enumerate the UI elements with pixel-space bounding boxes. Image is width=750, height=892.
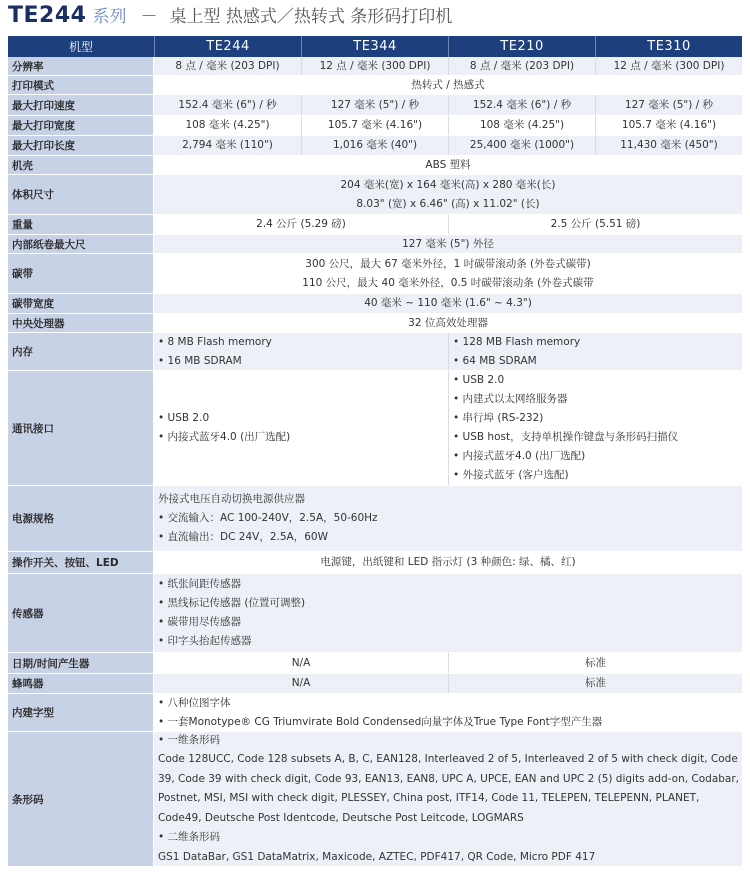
row-values: [154, 57, 742, 75]
row-values: [154, 732, 742, 866]
spec-table: [8, 36, 742, 867]
table-cell: [154, 732, 742, 866]
cell-line: N/A: [291, 656, 311, 669]
table-row: [8, 653, 742, 674]
table-cell: [448, 57, 595, 75]
cell-line: 标准: [585, 677, 606, 689]
header-model-te244: TE244: [154, 36, 301, 57]
cell-line: 105.7 毫米 (4.16"): [327, 119, 423, 131]
table-row: [8, 732, 742, 867]
cell-line: • 一维条形码: [158, 733, 221, 746]
row-label: 蜂鸣器: [8, 674, 154, 693]
cell-line: • 交流输入：AC 100-240V，2.5A，50-60Hz: [158, 512, 378, 524]
row-label: 机壳: [8, 156, 154, 174]
table-row: [8, 95, 742, 116]
row-values: [154, 215, 742, 234]
cell-line: • 纸张间距传感器: [158, 578, 242, 590]
cell-line: Code 128UCC, Code 128 subsets A, B, C, EAN128, Interleaved 2 of 5, Interleaved 2 of 5 with check digit, Code 39, Code 39 with check digit, Code 93, EAN13, EAN8, UPC A, UPCE, EAN and UPC 2 (5) digits add-on, Codabar, Postnet, MSI, MSI with check digit, PLESSEY, China post, ITF14, Code 11, TELEPEN, TELEPENN, PLANET, Code49, Deutsche Post Identcode, Deutsche Post Leitcode, LOGMARS: [158, 753, 740, 824]
table-cell: [154, 574, 742, 652]
title-description: 桌上型 热感式／热转式 条形码打印机: [169, 7, 453, 27]
row-values: [154, 371, 742, 485]
row-values: [154, 694, 742, 731]
table-cell: [154, 694, 742, 731]
table-row: [8, 574, 742, 653]
cell-line: • 黑线标记传感器 (位置可调整): [158, 597, 306, 609]
table-row: [8, 371, 742, 486]
table-cell: [154, 254, 742, 293]
cell-line: 152.4 毫米 (6") / 秒: [178, 98, 277, 111]
page-title: [8, 2, 452, 32]
header-model-te310: TE310: [595, 36, 742, 57]
row-values: [154, 294, 742, 313]
table-row: [8, 552, 742, 574]
table-cell: [301, 95, 448, 115]
header-model-te344: TE344: [301, 36, 448, 57]
cell-line: 12 点 / 毫米 (300 DPI): [613, 59, 725, 72]
row-label: 通讯接口: [8, 371, 154, 485]
cell-line: 标准: [585, 656, 606, 669]
table-cell: [301, 57, 448, 75]
cell-line: • 内接式蓝牙4.0 (出厂选配): [158, 431, 291, 443]
table-row: [8, 57, 742, 76]
cell-line: 8.03" (宽) x 6.46" (高) x 11.02" (长): [356, 197, 540, 210]
cell-line: 300 公尺，最大 67 毫米外径，1 吋碳带滚动条 (外卷式碳带): [305, 257, 591, 270]
row-label: 内建字型: [8, 694, 154, 731]
cell-line: • 二维条形码: [158, 831, 221, 844]
cell-line: • 16 MB SDRAM: [158, 354, 242, 367]
cell-line: 8 点 / 毫米 (203 DPI): [469, 59, 575, 72]
table-row: [8, 156, 742, 175]
table-row: [8, 314, 742, 333]
cell-line: 127 毫米 (5") / 秒: [330, 98, 420, 111]
table-cell: [448, 333, 742, 370]
row-values: [154, 674, 742, 693]
row-label: 碳带: [8, 254, 154, 293]
row-values: [154, 574, 742, 652]
cell-line: 110 公尺，最大 40 毫米外径，0.5 吋碳带滚动条 (外卷式碳带: [302, 276, 594, 289]
row-values: [154, 136, 742, 155]
row-values: [154, 552, 742, 573]
row-values: [154, 314, 742, 332]
cell-line: 204 毫米(宽) x 164 毫米(高) x 280 毫米(长): [340, 178, 556, 191]
table-row: [8, 254, 742, 294]
row-values: [154, 653, 742, 673]
cell-line: • 内建式以太网络服务器: [453, 393, 568, 405]
row-label: 体积尺寸: [8, 175, 154, 214]
table-cell: [154, 156, 742, 174]
row-label: 最大打印宽度: [8, 116, 154, 135]
table-cell: [154, 116, 301, 135]
row-values: [154, 333, 742, 370]
cell-line: • 直流输出：DC 24V，2.5A，60W: [158, 531, 328, 543]
table-row: [8, 694, 742, 732]
spec-table-header: [8, 36, 742, 57]
cell-line: • USB 2.0: [158, 412, 210, 424]
row-values: [154, 76, 742, 94]
table-cell: [154, 294, 742, 313]
cell-line: • 碳带用尽传感器: [158, 616, 242, 628]
cell-line: 40 毫米 ~ 110 毫米 (1.6" ~ 4.3"): [364, 297, 532, 309]
table-row: [8, 215, 742, 235]
table-row: [8, 116, 742, 136]
title-dash: －: [140, 7, 158, 27]
cell-line: • USB 2.0: [453, 374, 505, 386]
row-values: [154, 175, 742, 214]
row-label: 最大打印长度: [8, 136, 154, 155]
title-series: 系列: [92, 7, 127, 27]
row-label: 内部纸卷最大尺: [8, 235, 154, 253]
row-values: [154, 95, 742, 115]
row-label: 内存: [8, 333, 154, 370]
cell-line: 2.4 公斤 (5.29 磅): [256, 218, 346, 230]
cell-line: 127 毫米 (5") / 秒: [624, 98, 714, 111]
cell-line: • 串行埠 (RS-232): [453, 412, 544, 424]
row-values: [154, 116, 742, 135]
cell-line: • 一套Monotype® CG Triumvirate Bold Condensed向量字体及True Type Font字型产生器: [158, 715, 603, 728]
table-cell: [301, 116, 448, 135]
row-label: 重量: [8, 215, 154, 234]
cell-line: 电源键，出纸键和 LED 指示灯 (3 种颜色: 绿、橘、红): [320, 556, 576, 568]
table-row: [8, 333, 742, 371]
cell-line: 32 位高效处理器: [408, 316, 488, 329]
table-cell: [154, 215, 448, 234]
table-cell: [448, 136, 595, 155]
table-cell: [448, 116, 595, 135]
row-label: 分辨率: [8, 57, 154, 75]
cell-line: • 内接式蓝牙4.0 (出厂选配): [453, 450, 586, 462]
table-row: [8, 486, 742, 552]
table-row: [8, 76, 742, 95]
table-row: [8, 136, 742, 156]
table-cell: [595, 57, 742, 75]
table-row: [8, 175, 742, 215]
cell-line: 108 毫米 (4.25"): [479, 119, 565, 131]
cell-line: • 印字头抬起传感器: [158, 635, 252, 647]
cell-line: 25,400 毫米 (1000"): [469, 139, 575, 151]
row-label: 日期/时间产生器: [8, 653, 154, 673]
cell-line: 外接式电压自动切换电源供应器: [158, 493, 305, 505]
table-cell: [595, 116, 742, 135]
cell-line: N/A: [291, 677, 311, 689]
cell-line: 8 点 / 毫米 (203 DPI): [175, 59, 280, 72]
cell-line: 152.4 毫米 (6") / 秒: [472, 98, 572, 111]
row-values: [154, 235, 742, 253]
row-label: 最大打印速度: [8, 95, 154, 115]
table-cell: [154, 136, 301, 155]
table-cell: [448, 371, 742, 485]
cell-line: ABS 塑料: [425, 158, 471, 171]
table-cell: [595, 95, 742, 115]
table-cell: [154, 653, 448, 673]
table-cell: [154, 76, 742, 94]
cell-line: 2.5 公斤 (5.51 磅): [550, 218, 641, 230]
cell-line: • 外接式蓝牙 (客户选配): [453, 469, 569, 481]
row-label: 操作开关、按钮、LED: [8, 552, 154, 573]
row-label: 条形码: [8, 732, 154, 866]
row-label: 中央处理器: [8, 314, 154, 332]
cell-line: 11,430 毫米 (450"): [620, 139, 718, 151]
table-row: [8, 294, 742, 314]
table-cell: [448, 95, 595, 115]
table-cell: [154, 95, 301, 115]
cell-line: • 64 MB SDRAM: [453, 354, 537, 367]
cell-line: GS1 DataBar, GS1 DataMatrix, Maxicode, AZTEC, PDF417, QR Code, Micro PDF 417: [158, 850, 596, 863]
cell-line: 1,016 毫米 (40"): [332, 139, 418, 151]
header-label: 机型: [68, 40, 93, 54]
spec-table-body: [8, 57, 742, 867]
row-values: [154, 486, 742, 551]
cell-line: • 八种位图字体: [158, 696, 231, 709]
table-cell: [301, 136, 448, 155]
row-label: 打印模式: [8, 76, 154, 94]
table-row: [8, 674, 742, 694]
cell-line: 127 毫米 (5") 外径: [402, 237, 494, 250]
table-cell: [154, 371, 448, 485]
cell-line: 105.7 毫米 (4.16"): [621, 119, 717, 131]
table-cell: [154, 674, 448, 693]
table-cell: [154, 333, 448, 370]
cell-line: 108 毫米 (4.25"): [185, 119, 270, 131]
table-cell: [154, 175, 742, 214]
table-cell: [154, 314, 742, 332]
table-cell: [154, 486, 742, 551]
table-cell: [448, 653, 742, 673]
title-model: TE244: [8, 3, 87, 28]
row-values: [154, 156, 742, 174]
row-values: [154, 254, 742, 293]
table-row: [8, 235, 742, 254]
table-cell: [154, 57, 301, 75]
table-cell: [448, 215, 742, 234]
row-label: 传感器: [8, 574, 154, 652]
cell-line: • USB host，支持单机操作键盘与条形码扫描仪: [453, 431, 679, 443]
table-cell: [154, 552, 742, 573]
header-model-te210: TE210: [448, 36, 595, 57]
table-cell: [595, 136, 742, 155]
table-cell: [154, 235, 742, 253]
row-label: 电源规格: [8, 486, 154, 551]
cell-line: 热转式 / 热感式: [411, 78, 485, 91]
row-label: 碳带宽度: [8, 294, 154, 313]
cell-line: • 8 MB Flash memory: [158, 335, 272, 348]
table-cell: [448, 674, 742, 693]
cell-line: • 128 MB Flash memory: [453, 335, 581, 348]
cell-line: 12 点 / 毫米 (300 DPI): [319, 59, 431, 72]
cell-line: 2,794 毫米 (110"): [182, 139, 273, 151]
